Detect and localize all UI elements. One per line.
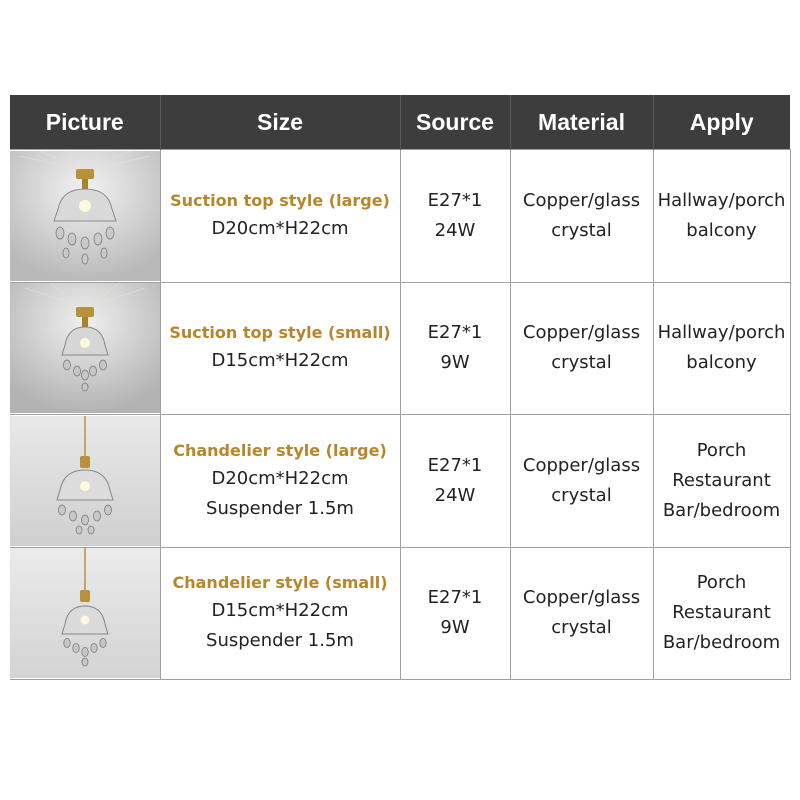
material-text: crystal [551, 617, 612, 639]
material-cell [510, 282, 653, 415]
size-cell [160, 547, 400, 680]
size-text: D20cm*H22cm [211, 217, 349, 239]
material-cell [510, 415, 653, 548]
table-header-row [10, 95, 790, 150]
material-cell [510, 150, 653, 283]
size-cell [160, 282, 400, 415]
header-apply: Apply [653, 95, 790, 150]
apply-cell [653, 282, 790, 415]
source-cell [400, 415, 510, 548]
ceiling-lamp-image [10, 283, 160, 413]
ceiling-lamp-image [10, 151, 160, 281]
apply-text: Bar/bedroom [662, 632, 781, 654]
size-text: D15cm*H22cm [211, 600, 349, 622]
header-source: Source [400, 95, 510, 150]
socket-text: E27*1 [427, 454, 483, 476]
pendant-lamp-image [10, 548, 160, 678]
header-picture: Picture [10, 95, 160, 150]
wattage-text: 24W [434, 484, 476, 506]
apply-text: Hallway/porch [657, 322, 786, 344]
material-text: Copper/glass [522, 454, 641, 476]
source-cell [400, 150, 510, 283]
wattage-text: 24W [434, 219, 476, 241]
picture-cell [10, 150, 160, 283]
table-row [10, 282, 790, 415]
size-cell [160, 415, 400, 548]
table-row [10, 150, 790, 283]
table-row [10, 547, 790, 680]
material-text: crystal [551, 484, 612, 506]
style-title: Chandelier style (large) [173, 440, 387, 460]
apply-cell [653, 150, 790, 283]
picture-cell [10, 547, 160, 680]
header-material: Material [510, 95, 653, 150]
style-title: Suction top style (large) [170, 190, 390, 210]
material-text: Copper/glass [522, 322, 641, 344]
socket-text: E27*1 [427, 587, 483, 609]
material-text: crystal [551, 219, 612, 241]
socket-text: E27*1 [427, 322, 483, 344]
picture-cell [10, 282, 160, 415]
wattage-text: 9W [440, 352, 470, 374]
material-text: Copper/glass [522, 189, 641, 211]
product-spec-table [10, 95, 791, 680]
apply-text: balcony [686, 352, 757, 374]
apply-text: Restaurant [672, 469, 771, 491]
apply-text: Hallway/porch [657, 189, 786, 211]
size-cell [160, 150, 400, 283]
suspender-text: Suspender 1.5m [206, 497, 354, 519]
size-text: D15cm*H22cm [211, 350, 349, 372]
apply-text: Restaurant [672, 602, 771, 624]
source-cell [400, 547, 510, 680]
material-text: crystal [551, 352, 612, 374]
header-size: Size [160, 95, 400, 150]
style-title: Suction top style (small) [169, 323, 391, 343]
suspender-text: Suspender 1.5m [206, 630, 354, 652]
material-text: Copper/glass [522, 587, 641, 609]
apply-text: Porch [696, 572, 747, 594]
picture-cell [10, 415, 160, 548]
size-text: D20cm*H22cm [211, 467, 349, 489]
apply-cell [653, 547, 790, 680]
apply-text: Porch [696, 439, 747, 461]
socket-text: E27*1 [427, 189, 483, 211]
table-row [10, 415, 790, 548]
source-cell [400, 282, 510, 415]
apply-text: balcony [686, 219, 757, 241]
material-cell [510, 547, 653, 680]
wattage-text: 9W [440, 617, 470, 639]
pendant-lamp-image [10, 416, 160, 546]
apply-cell [653, 415, 790, 548]
apply-text: Bar/bedroom [662, 499, 781, 521]
style-title: Chandelier style (small) [172, 573, 388, 593]
